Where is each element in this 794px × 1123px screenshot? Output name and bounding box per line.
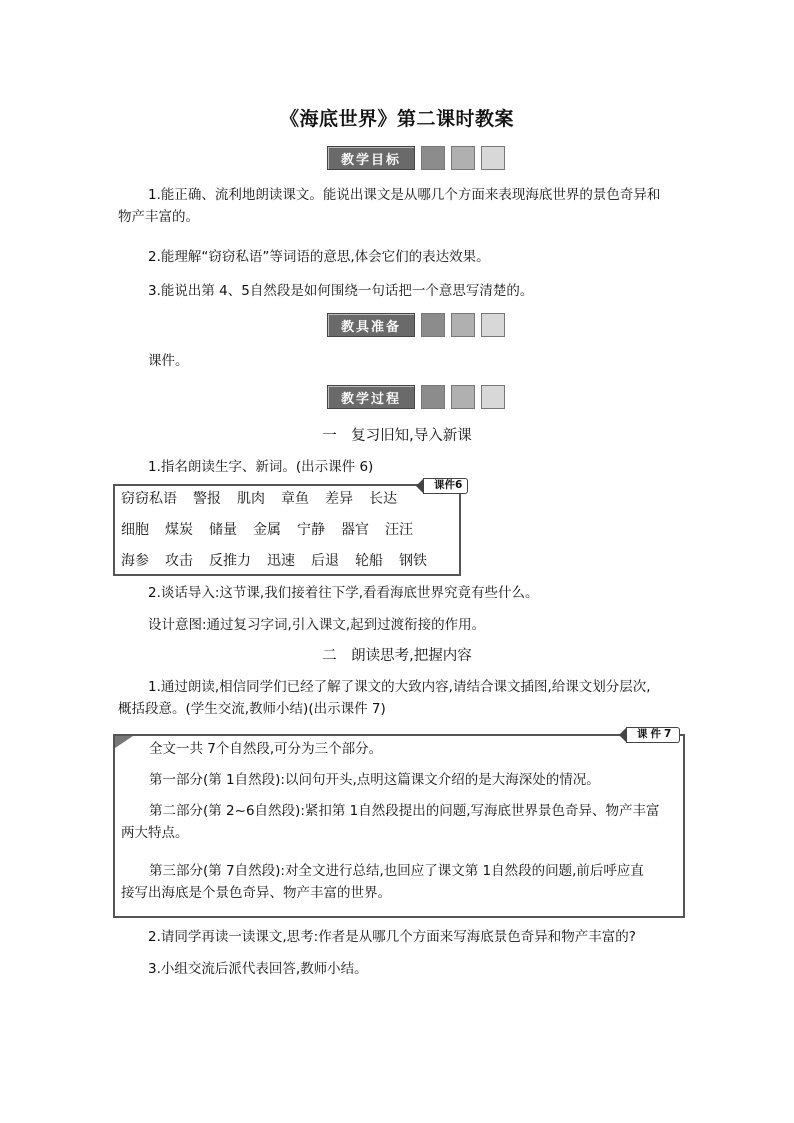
banner-square-mid	[451, 313, 475, 337]
word: 宁静	[297, 522, 325, 538]
courseware-7-box	[113, 734, 685, 918]
word: 钢铁	[399, 553, 427, 569]
banner-label: 教具准备	[327, 313, 415, 337]
box-line-4a: 第三部分(第 7自然段):对全文进行总结,也回应了课文第 1自然段的问题,前后呼应直	[149, 863, 644, 879]
word: 后退	[311, 553, 339, 569]
word: 章鱼	[281, 491, 309, 507]
box-line-1: 全文一共 7个自然段,可分为三个部分。	[149, 741, 383, 757]
box-line-3	[121, 800, 677, 844]
section-banner-tools	[327, 313, 505, 337]
box-line-2: 第一部分(第 1自然段):以问句开头,点明这篇课文介绍的是大海深处的情况。	[149, 772, 600, 788]
word: 金属	[253, 522, 281, 538]
box-line-4b: 接写出海底是个景色奇异、物产丰富的世界。	[121, 885, 391, 901]
goal-3: 3.能说出第 4、5自然段是如何围绕一句话把一个意思写清楚的。	[148, 283, 534, 299]
goal-1-line-1: 1.能正确、流利地朗读课文。能说出课文是从哪几个方面来表现海底世界的景色奇异和	[148, 187, 661, 203]
section-1-p1: 1.指名朗读生字、新词。(出示课件 6)	[148, 459, 374, 475]
word-row-1	[121, 488, 397, 508]
word: 攻击	[165, 553, 193, 569]
box-line-3a: 第二部分(第 2~6自然段):紧扣第 1自然段提出的问题,写海底世界景色奇异、物产丰富	[149, 803, 660, 819]
courseware-7-tag: 课件7	[626, 727, 680, 743]
section-2-p1	[118, 676, 678, 720]
banner-square-mid	[451, 385, 475, 409]
word: 反推力	[209, 553, 251, 569]
goal-1-line-2: 物产丰富的。	[118, 209, 199, 225]
banner-square-dark	[421, 385, 445, 409]
banner-square-mid	[451, 146, 475, 170]
goal-1	[118, 184, 678, 228]
word-row-3	[121, 550, 427, 570]
section-2-p1-line-1: 1.通过朗读,相信同学们已经了解了课文的大致内容,请结合课文插图,给课文划分层次,	[148, 679, 651, 695]
banner-label: 教学过程	[327, 385, 415, 409]
word: 海参	[121, 553, 149, 569]
courseware-6-tag: 课件6	[423, 478, 468, 494]
section-banner-goals	[327, 146, 505, 170]
courseware-6-box	[113, 484, 461, 576]
document-title: 《海底世界》第二课时教案	[279, 108, 514, 130]
tools-text: 课件。	[148, 353, 189, 369]
word-row-2	[121, 519, 413, 539]
section-2-heading: 二 朗读思考,把握内容	[322, 648, 472, 664]
word: 肌肉	[237, 491, 265, 507]
banner-square-dark	[421, 146, 445, 170]
word: 迅速	[267, 553, 295, 569]
goal-2: 2.能理解“窃窃私语”等词语的意思,体会它们的表达效果。	[148, 249, 490, 265]
section-2-p3: 3.小组交流后派代表回答,教师小结。	[148, 961, 368, 977]
banner-square-light	[481, 385, 505, 409]
word: 细胞	[121, 522, 149, 538]
box-line-3b: 两大特点。	[121, 825, 189, 841]
banner-square-dark	[421, 313, 445, 337]
word: 差异	[325, 491, 353, 507]
section-1-heading: 一 复习旧知,导入新课	[322, 428, 472, 444]
section-2-p2: 2.请同学再读一读课文,思考:作者是从哪几个方面来写海底景色奇异和物产丰富的?	[148, 929, 636, 945]
section-1-p3: 设计意图:通过复习字词,引入课文,起到过渡衔接的作用。	[148, 617, 486, 633]
word: 长达	[369, 491, 397, 507]
word: 煤炭	[165, 522, 193, 538]
section-1-p2: 2.谈话导入:这节课,我们接着往下学,看看海底世界究竟有些什么。	[148, 585, 539, 601]
word: 窃窃私语	[121, 491, 177, 507]
section-2-p1-line-2: 概括段意。(学生交流,教师小结)(出示课件 7)	[118, 701, 386, 717]
word: 轮船	[355, 553, 383, 569]
box-line-4	[121, 860, 677, 904]
word: 器官	[341, 522, 369, 538]
banner-square-light	[481, 146, 505, 170]
box-corner-decoration	[115, 736, 133, 748]
section-banner-process	[327, 385, 505, 409]
word: 汪汪	[385, 522, 413, 538]
word: 储量	[209, 522, 237, 538]
banner-label: 教学目标	[327, 146, 415, 170]
word: 警报	[193, 491, 221, 507]
banner-square-light	[481, 313, 505, 337]
